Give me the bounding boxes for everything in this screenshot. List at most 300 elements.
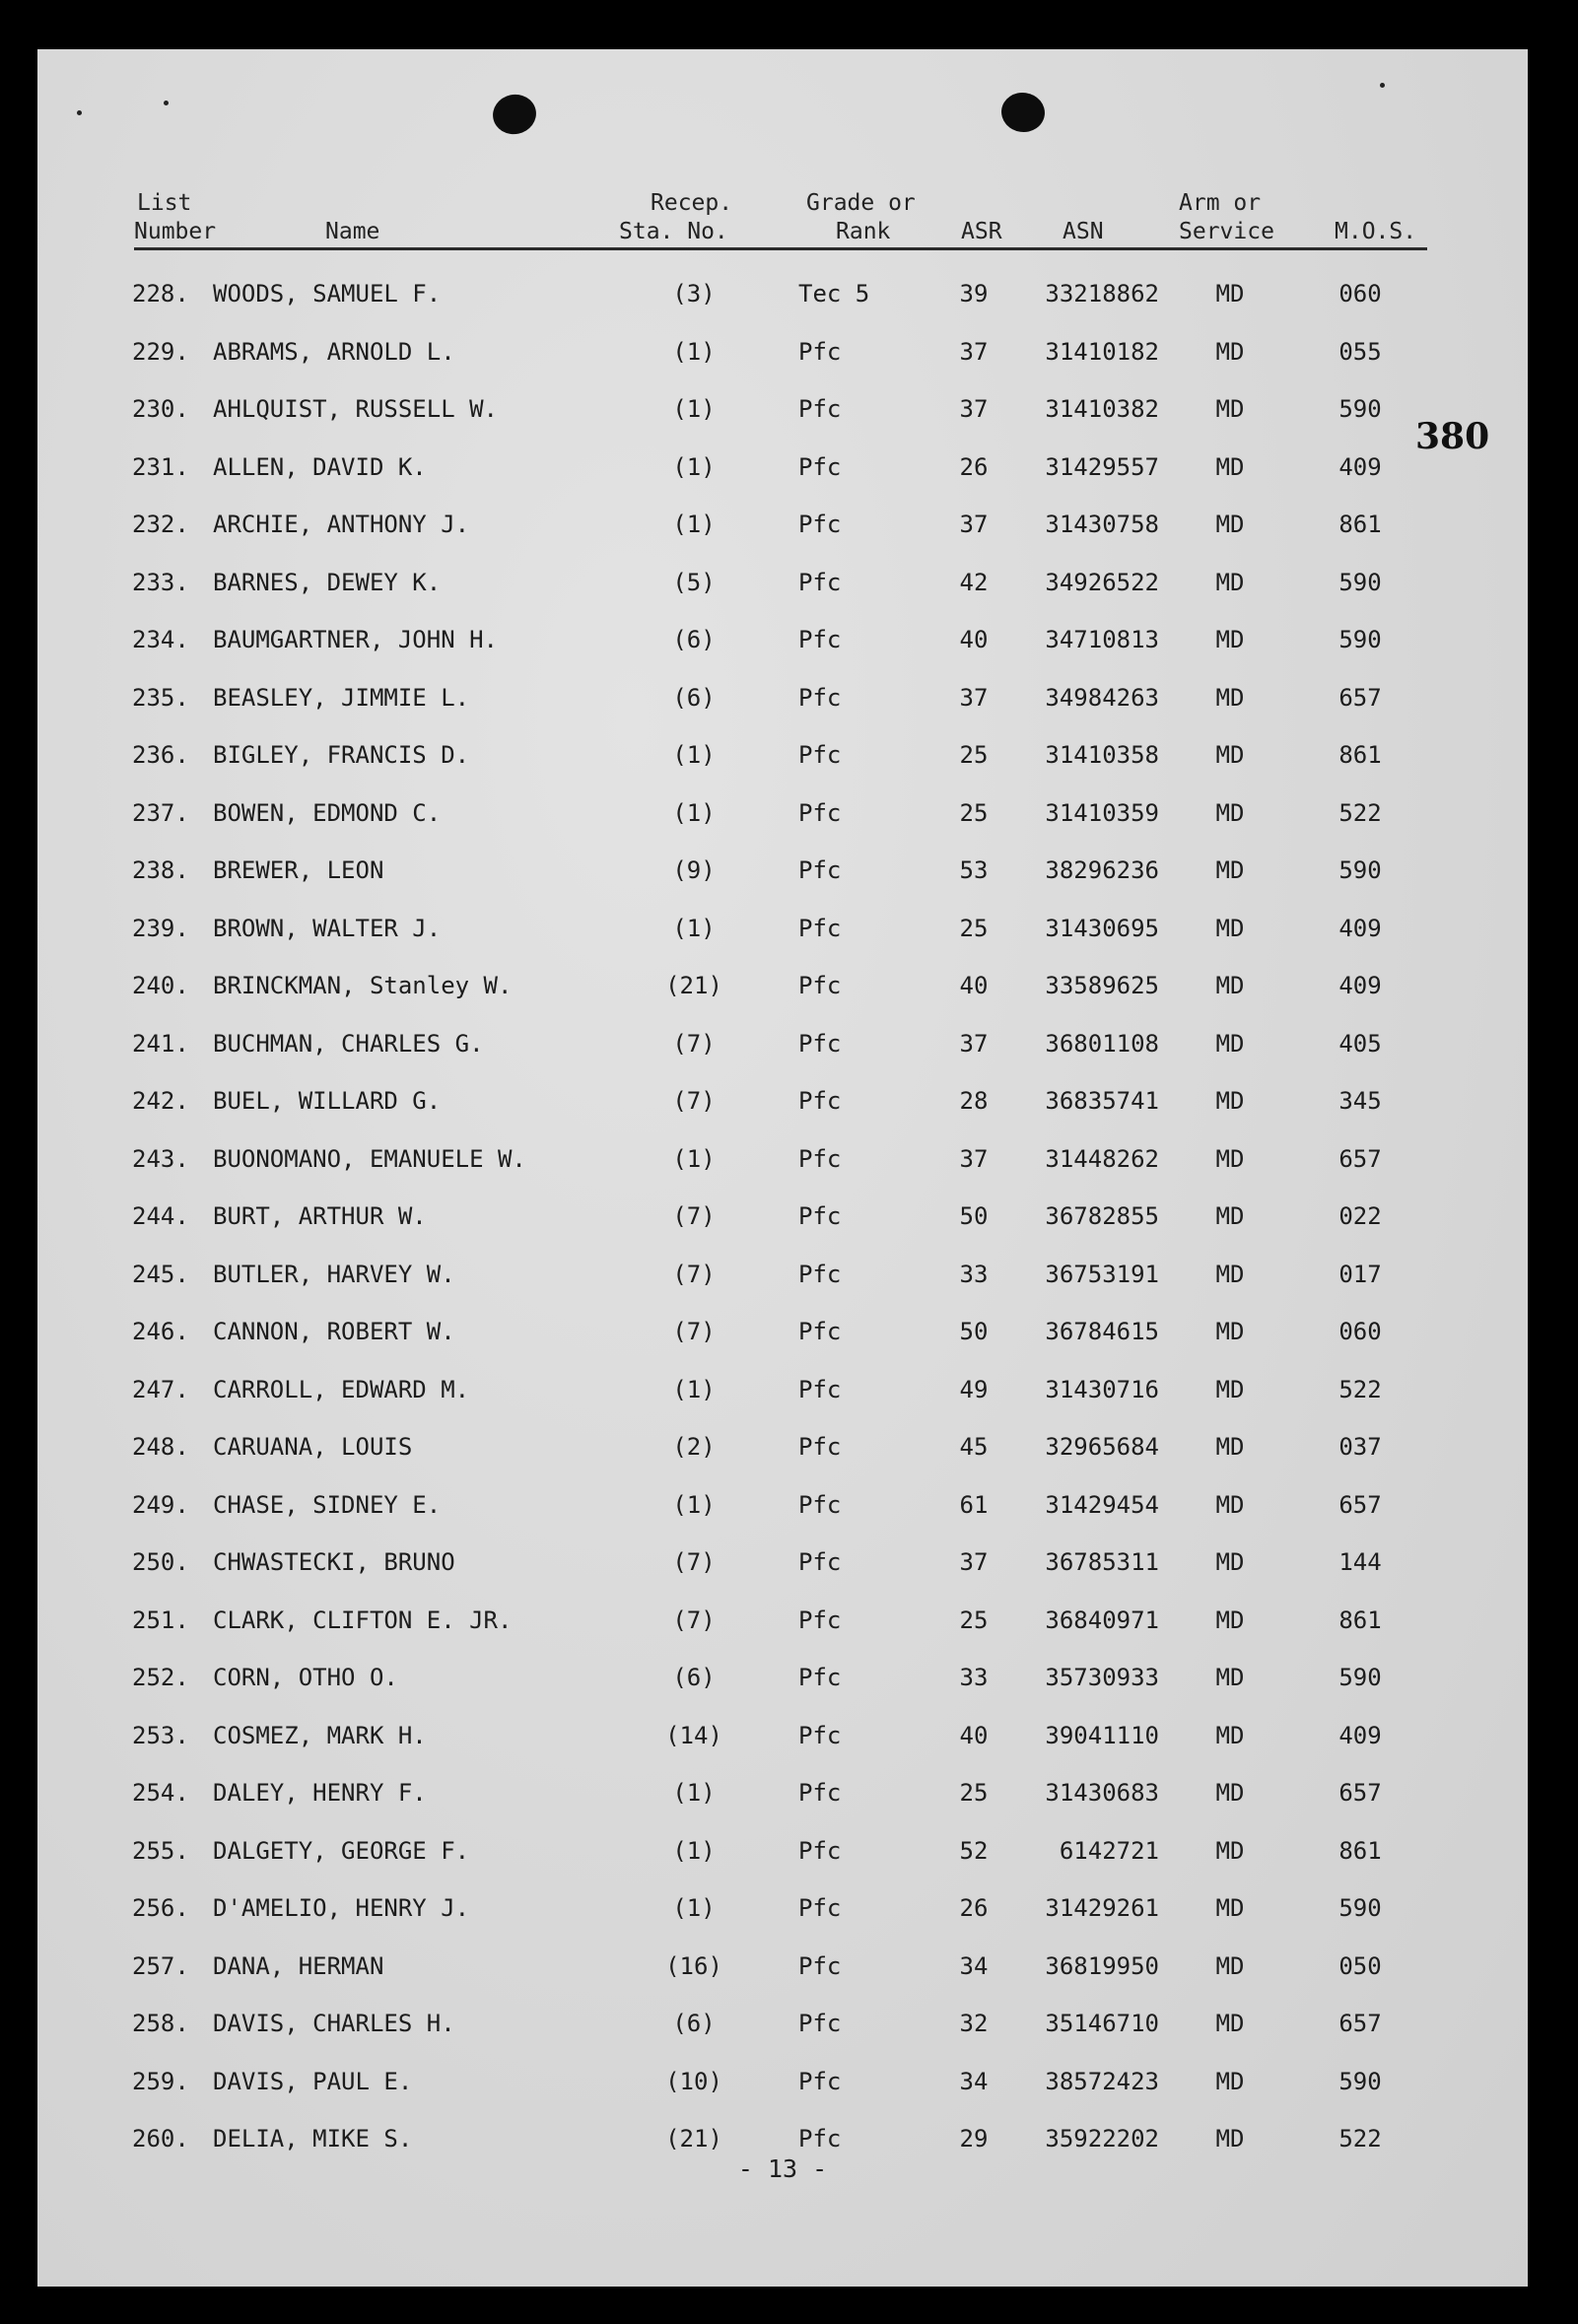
asr-cell: 45 — [959, 1433, 989, 1461]
grade-cell: Pfc — [798, 1087, 842, 1115]
name-cell: BUCHMAN, CHARLES G. — [213, 1029, 484, 1058]
name-cell: CLARK, CLIFTON E. JR. — [213, 1606, 513, 1634]
asn-cell: 38296236 — [1045, 856, 1159, 884]
arm-service-cell: MD — [1215, 741, 1245, 769]
asr-cell: 42 — [959, 568, 989, 596]
name-cell: ABRAMS, ARNOLD L. — [213, 337, 455, 366]
name-cell: ARCHIE, ANTHONY J. — [213, 511, 470, 538]
list-number-cell: 235. — [132, 683, 189, 712]
grade-cell: Pfc — [798, 1029, 842, 1058]
asn-cell: 31410182 — [1045, 337, 1159, 366]
arm-service-cell: MD — [1215, 1548, 1245, 1576]
asr-cell: 37 — [959, 337, 989, 366]
mos-cell: 590 — [1338, 1894, 1382, 1922]
recep-station-cell: (1) — [672, 452, 716, 481]
grade-cell: Pfc — [798, 1202, 842, 1230]
list-number-cell: 245. — [132, 1260, 189, 1288]
asn-cell: 34710813 — [1045, 626, 1159, 653]
asr-cell: 33 — [959, 1664, 989, 1691]
recep-station-cell: (1) — [672, 511, 716, 538]
header-mos: M.O.S. — [1335, 219, 1417, 244]
asr-cell: 37 — [959, 1029, 989, 1058]
recep-station-cell: (21) — [665, 972, 722, 999]
grade-cell: Pfc — [798, 511, 842, 538]
header-asr: ASR — [961, 219, 1002, 244]
grade-cell: Pfc — [798, 1260, 842, 1288]
mos-cell: 409 — [1338, 972, 1382, 999]
list-number-cell: 257. — [132, 1951, 189, 1980]
list-number-cell: 237. — [132, 798, 189, 827]
table-row — [37, 1539, 1528, 1598]
mos-cell: 409 — [1338, 914, 1382, 942]
recep-station-cell: (10) — [665, 2067, 722, 2095]
grade-cell: Pfc — [798, 1721, 842, 1749]
name-cell: BOWEN, EDMOND C. — [213, 798, 442, 827]
table-row — [37, 271, 1528, 329]
grade-cell: Pfc — [798, 1894, 842, 1922]
recep-station-cell: (1) — [672, 1894, 716, 1922]
recep-station-cell: (7) — [672, 1202, 716, 1230]
speck-mark — [77, 110, 82, 115]
grade-cell: Pfc — [798, 568, 842, 596]
grade-cell: Pfc — [798, 395, 842, 423]
asr-cell: 25 — [959, 1606, 989, 1634]
mos-cell: 861 — [1338, 511, 1382, 538]
punch-hole-left — [489, 91, 539, 138]
grade-cell: Pfc — [798, 1490, 842, 1519]
list-number-cell: 244. — [132, 1202, 189, 1230]
table-row — [37, 675, 1528, 733]
grade-cell: Pfc — [798, 972, 842, 999]
recep-station-cell: (1) — [672, 741, 716, 769]
asr-cell: 50 — [959, 1202, 989, 1230]
asr-cell: 34 — [959, 2067, 989, 2095]
list-number-cell: 256. — [132, 1894, 189, 1922]
asn-cell: 35730933 — [1045, 1664, 1159, 1691]
table-row — [37, 1021, 1528, 1079]
header-number: Number — [134, 219, 217, 244]
name-cell: BARNES, DEWEY K. — [213, 568, 442, 596]
mos-cell: 657 — [1338, 1779, 1382, 1807]
asn-cell: 31430758 — [1045, 511, 1159, 538]
grade-cell: Pfc — [798, 1951, 842, 1980]
asr-cell: 32 — [959, 2010, 989, 2037]
asr-cell: 52 — [959, 1836, 989, 1865]
asn-cell: 31410359 — [1045, 798, 1159, 827]
arm-service-cell: MD — [1215, 1260, 1245, 1288]
mos-cell: 590 — [1338, 856, 1382, 884]
list-number-cell: 236. — [132, 741, 189, 769]
mos-cell: 590 — [1338, 395, 1382, 423]
table-row — [37, 502, 1528, 560]
list-number-cell: 229. — [132, 337, 189, 366]
asr-cell: 40 — [959, 626, 989, 653]
recep-station-cell: (1) — [672, 798, 716, 827]
arm-service-cell: MD — [1215, 798, 1245, 827]
recep-station-cell: (1) — [672, 1375, 716, 1403]
mos-cell: 022 — [1338, 1202, 1382, 1230]
asr-cell: 28 — [959, 1087, 989, 1115]
document-page — [37, 49, 1528, 2287]
table-row — [37, 963, 1528, 1021]
header-list: List — [137, 190, 192, 216]
mos-cell: 861 — [1338, 741, 1382, 769]
list-number-cell: 238. — [132, 856, 189, 884]
arm-service-cell: MD — [1215, 972, 1245, 999]
list-number-cell: 234. — [132, 626, 189, 653]
arm-service-cell: MD — [1215, 395, 1245, 423]
list-number-cell: 254. — [132, 1779, 189, 1807]
asr-cell: 37 — [959, 1144, 989, 1173]
list-number-cell: 241. — [132, 1029, 189, 1058]
grade-cell: Pfc — [798, 798, 842, 827]
list-number-cell: 240. — [132, 972, 189, 999]
page-number: - 13 - — [737, 2154, 828, 2183]
recep-station-cell: (9) — [672, 856, 716, 884]
mos-cell: 060 — [1338, 280, 1382, 308]
grade-cell: Pfc — [798, 1836, 842, 1865]
name-cell: AHLQUIST, RUSSELL W. — [213, 395, 498, 423]
recep-station-cell: (5) — [672, 568, 716, 596]
asn-cell: 31430695 — [1045, 914, 1159, 942]
list-number-cell: 247. — [132, 1375, 189, 1403]
name-cell: ALLEN, DAVID K. — [213, 452, 427, 481]
asn-cell: 36785311 — [1045, 1548, 1159, 1576]
name-cell: DALGETY, GEORGE F. — [213, 1836, 470, 1865]
name-cell: BAUMGARTNER, JOHN H. — [213, 626, 498, 653]
list-number-cell: 239. — [132, 914, 189, 942]
list-number-cell: 228. — [132, 280, 189, 308]
asn-cell: 31429261 — [1045, 1894, 1159, 1922]
table-row — [37, 1367, 1528, 1425]
recep-station-cell: (6) — [672, 683, 716, 712]
table-row — [37, 1078, 1528, 1136]
name-cell: CHWASTECKI, BRUNO — [213, 1548, 455, 1576]
name-cell: CARUANA, LOUIS — [213, 1433, 413, 1461]
table-row — [37, 1944, 1528, 2002]
grade-cell: Pfc — [798, 337, 842, 366]
recep-station-cell: (7) — [672, 1260, 716, 1288]
arm-service-cell: MD — [1215, 568, 1245, 596]
asr-cell: 34 — [959, 1951, 989, 1980]
recep-station-cell: (2) — [672, 1433, 716, 1461]
asr-cell: 53 — [959, 856, 989, 884]
page-stamp-number: 380 — [1415, 416, 1490, 457]
table-row — [37, 329, 1528, 387]
list-number-cell: 250. — [132, 1548, 189, 1576]
table-row — [37, 1136, 1528, 1195]
asr-cell: 37 — [959, 395, 989, 423]
table-row — [37, 2059, 1528, 2117]
header-recep: Recep. — [651, 190, 733, 216]
list-number-cell: 246. — [132, 1318, 189, 1345]
arm-service-cell: MD — [1215, 856, 1245, 884]
name-cell: CARROLL, EDWARD M. — [213, 1375, 470, 1403]
asn-cell: 36782855 — [1045, 1202, 1159, 1230]
grade-cell: Pfc — [798, 1433, 842, 1461]
table-row — [37, 1770, 1528, 1828]
list-number-cell: 231. — [132, 452, 189, 481]
name-cell: WOODS, SAMUEL F. — [213, 280, 442, 308]
recep-station-cell: (1) — [672, 1836, 716, 1865]
asr-cell: 25 — [959, 914, 989, 942]
grade-cell: Pfc — [798, 741, 842, 769]
mos-cell: 522 — [1338, 2125, 1382, 2153]
asn-cell: 34926522 — [1045, 568, 1159, 596]
arm-service-cell: MD — [1215, 1029, 1245, 1058]
header-grade: Grade or — [806, 190, 916, 216]
asn-cell: 31429557 — [1045, 452, 1159, 481]
grade-cell: Pfc — [798, 452, 842, 481]
mos-cell: 590 — [1338, 2067, 1382, 2095]
arm-service-cell: MD — [1215, 1779, 1245, 1807]
asn-cell: 32965684 — [1045, 1433, 1159, 1461]
mos-cell: 657 — [1338, 683, 1382, 712]
mos-cell: 657 — [1338, 1490, 1382, 1519]
grade-cell: Pfc — [798, 914, 842, 942]
mos-cell: 055 — [1338, 337, 1382, 366]
name-cell: BURT, ARTHUR W. — [213, 1202, 427, 1230]
mos-cell: 590 — [1338, 568, 1382, 596]
name-cell: DAVIS, CHARLES H. — [213, 2010, 455, 2037]
asr-cell: 50 — [959, 1318, 989, 1345]
recep-station-cell: (7) — [672, 1087, 716, 1115]
grade-cell: Pfc — [798, 1375, 842, 1403]
list-number-cell: 258. — [132, 2010, 189, 2037]
arm-service-cell: MD — [1215, 1433, 1245, 1461]
name-cell: CHASE, SIDNEY E. — [213, 1490, 442, 1519]
mos-cell: 037 — [1338, 1433, 1382, 1461]
recep-station-cell: (3) — [672, 280, 716, 308]
recep-station-cell: (7) — [672, 1548, 716, 1576]
name-cell: D'AMELIO, HENRY J. — [213, 1894, 470, 1922]
asn-cell: 31430716 — [1045, 1375, 1159, 1403]
grade-cell: Pfc — [798, 1664, 842, 1691]
mos-cell: 522 — [1338, 798, 1382, 827]
roster-table — [37, 271, 1528, 2174]
arm-service-cell: MD — [1215, 626, 1245, 653]
table-row — [37, 1713, 1528, 1771]
asn-cell: 36819950 — [1045, 1951, 1159, 1980]
table-row — [37, 848, 1528, 906]
asr-cell: 39 — [959, 280, 989, 308]
arm-service-cell: MD — [1215, 511, 1245, 538]
mos-cell: 861 — [1338, 1606, 1382, 1634]
list-number-cell: 259. — [132, 2067, 189, 2095]
recep-station-cell: (16) — [665, 1951, 722, 1980]
mos-cell: 409 — [1338, 452, 1382, 481]
asr-cell: 37 — [959, 683, 989, 712]
header-sta-no: Sta. No. — [619, 219, 728, 244]
asr-cell: 33 — [959, 1260, 989, 1288]
asn-cell: 35146710 — [1045, 2010, 1159, 2037]
table-row — [37, 1482, 1528, 1540]
speck-mark — [164, 101, 169, 105]
asr-cell: 40 — [959, 972, 989, 999]
arm-service-cell: MD — [1215, 1606, 1245, 1634]
recep-station-cell: (6) — [672, 2010, 716, 2037]
asn-cell: 34984263 — [1045, 683, 1159, 712]
mos-cell: 590 — [1338, 626, 1382, 653]
asr-cell: 25 — [959, 798, 989, 827]
list-number-cell: 230. — [132, 395, 189, 423]
name-cell: CORN, OTHO O. — [213, 1664, 398, 1691]
grade-cell: Pfc — [798, 2067, 842, 2095]
name-cell: BREWER, LEON — [213, 856, 384, 884]
table-row — [37, 790, 1528, 849]
list-number-cell: 253. — [132, 1721, 189, 1749]
arm-service-cell: MD — [1215, 1202, 1245, 1230]
recep-station-cell: (7) — [672, 1606, 716, 1634]
table-row — [37, 617, 1528, 675]
recep-station-cell: (1) — [672, 1490, 716, 1519]
mos-cell: 405 — [1338, 1029, 1382, 1058]
mos-cell: 017 — [1338, 1260, 1382, 1288]
grade-cell: Pfc — [798, 626, 842, 653]
recep-station-cell: (1) — [672, 914, 716, 942]
arm-service-cell: MD — [1215, 1721, 1245, 1749]
arm-service-cell: MD — [1215, 1318, 1245, 1345]
asn-cell: 31410382 — [1045, 395, 1159, 423]
arm-service-cell: MD — [1215, 2067, 1245, 2095]
arm-service-cell: MD — [1215, 1664, 1245, 1691]
table-row — [37, 1885, 1528, 1944]
grade-cell: Pfc — [798, 1318, 842, 1345]
table-row — [37, 1194, 1528, 1252]
recep-station-cell: (6) — [672, 1664, 716, 1691]
table-row — [37, 1598, 1528, 1656]
mos-cell: 345 — [1338, 1087, 1382, 1115]
table-row — [37, 386, 1528, 444]
mos-cell: 522 — [1338, 1375, 1382, 1403]
asr-cell: 61 — [959, 1490, 989, 1519]
table-row — [37, 1252, 1528, 1310]
mos-cell: 060 — [1338, 1318, 1382, 1345]
name-cell: BROWN, WALTER J. — [213, 914, 442, 942]
arm-service-cell: MD — [1215, 683, 1245, 712]
name-cell: DAVIS, PAUL E. — [213, 2067, 413, 2095]
arm-service-cell: MD — [1215, 1144, 1245, 1173]
list-number-cell: 249. — [132, 1490, 189, 1519]
header-service: Service — [1179, 219, 1274, 244]
header-name: Name — [325, 219, 380, 244]
name-cell: BUONOMANO, EMANUELE W. — [213, 1144, 526, 1173]
asr-cell: 26 — [959, 1894, 989, 1922]
list-number-cell: 255. — [132, 1836, 189, 1865]
arm-service-cell: MD — [1215, 1375, 1245, 1403]
list-number-cell: 233. — [132, 568, 189, 596]
asn-cell: 31448262 — [1045, 1144, 1159, 1173]
asn-cell: 31410358 — [1045, 741, 1159, 769]
recep-station-cell: (14) — [665, 1721, 722, 1749]
asn-cell: 33218862 — [1045, 280, 1159, 308]
grade-cell: Pfc — [798, 1606, 842, 1634]
arm-service-cell: MD — [1215, 1836, 1245, 1865]
asr-cell: 37 — [959, 1548, 989, 1576]
arm-service-cell: MD — [1215, 337, 1245, 366]
table-row — [37, 1309, 1528, 1367]
list-number-cell: 232. — [132, 511, 189, 538]
arm-service-cell: MD — [1215, 452, 1245, 481]
arm-service-cell: MD — [1215, 2010, 1245, 2037]
header-asn: ASN — [1063, 219, 1104, 244]
header-rank: Rank — [836, 219, 891, 244]
asn-cell: 36801108 — [1045, 1029, 1159, 1058]
recep-station-cell: (7) — [672, 1029, 716, 1058]
asn-cell: 36753191 — [1045, 1260, 1159, 1288]
grade-cell: Pfc — [798, 856, 842, 884]
table-row — [37, 2001, 1528, 2059]
table-row — [37, 906, 1528, 964]
asr-cell: 49 — [959, 1375, 989, 1403]
asn-cell: 36784615 — [1045, 1318, 1159, 1345]
arm-service-cell: MD — [1215, 1087, 1245, 1115]
list-number-cell: 248. — [132, 1433, 189, 1461]
header-rule — [134, 247, 1427, 250]
mos-cell: 590 — [1338, 1664, 1382, 1691]
arm-service-cell: MD — [1215, 914, 1245, 942]
recep-station-cell: (1) — [672, 337, 716, 366]
grade-cell: Pfc — [798, 2010, 842, 2037]
asr-cell: 25 — [959, 741, 989, 769]
recep-station-cell: (21) — [665, 2125, 722, 2153]
arm-service-cell: MD — [1215, 1894, 1245, 1922]
punch-hole-right — [998, 90, 1047, 135]
asn-cell: 35922202 — [1045, 2125, 1159, 2153]
asn-cell: 31429454 — [1045, 1490, 1159, 1519]
asn-cell: 6142721 — [1059, 1836, 1159, 1865]
list-number-cell: 260. — [132, 2125, 189, 2153]
mos-cell: 861 — [1338, 1836, 1382, 1865]
grade-cell: Pfc — [798, 1548, 842, 1576]
asn-cell: 38572423 — [1045, 2067, 1159, 2095]
mos-cell: 144 — [1338, 1548, 1382, 1576]
grade-cell: Pfc — [798, 683, 842, 712]
recep-station-cell: (7) — [672, 1318, 716, 1345]
arm-service-cell: MD — [1215, 1951, 1245, 1980]
asr-cell: 29 — [959, 2125, 989, 2153]
asn-cell: 31430683 — [1045, 1779, 1159, 1807]
name-cell: BUTLER, HARVEY W. — [213, 1260, 455, 1288]
asr-cell: 40 — [959, 1721, 989, 1749]
list-number-cell: 252. — [132, 1664, 189, 1691]
table-row — [37, 444, 1528, 503]
name-cell: BIGLEY, FRANCIS D. — [213, 741, 470, 769]
mos-cell: 657 — [1338, 1144, 1382, 1173]
name-cell: DANA, HERMAN — [213, 1951, 384, 1980]
asn-cell: 36835741 — [1045, 1087, 1159, 1115]
name-cell: BUEL, WILLARD G. — [213, 1087, 442, 1115]
name-cell: DALEY, HENRY F. — [213, 1779, 427, 1807]
grade-cell: Pfc — [798, 1779, 842, 1807]
list-number-cell: 243. — [132, 1144, 189, 1173]
recep-station-cell: (1) — [672, 395, 716, 423]
mos-cell: 050 — [1338, 1951, 1382, 1980]
arm-service-cell: MD — [1215, 280, 1245, 308]
recep-station-cell: (1) — [672, 1144, 716, 1173]
table-row — [37, 560, 1528, 618]
grade-cell: Pfc — [798, 2125, 842, 2153]
name-cell: DELIA, MIKE S. — [213, 2125, 413, 2153]
asr-cell: 37 — [959, 511, 989, 538]
mos-cell: 657 — [1338, 2010, 1382, 2037]
asn-cell: 33589625 — [1045, 972, 1159, 999]
table-row — [37, 1424, 1528, 1482]
asn-cell: 39041110 — [1045, 1721, 1159, 1749]
arm-service-cell: MD — [1215, 1490, 1245, 1519]
table-row — [37, 1828, 1528, 1886]
name-cell: CANNON, ROBERT W. — [213, 1318, 455, 1345]
